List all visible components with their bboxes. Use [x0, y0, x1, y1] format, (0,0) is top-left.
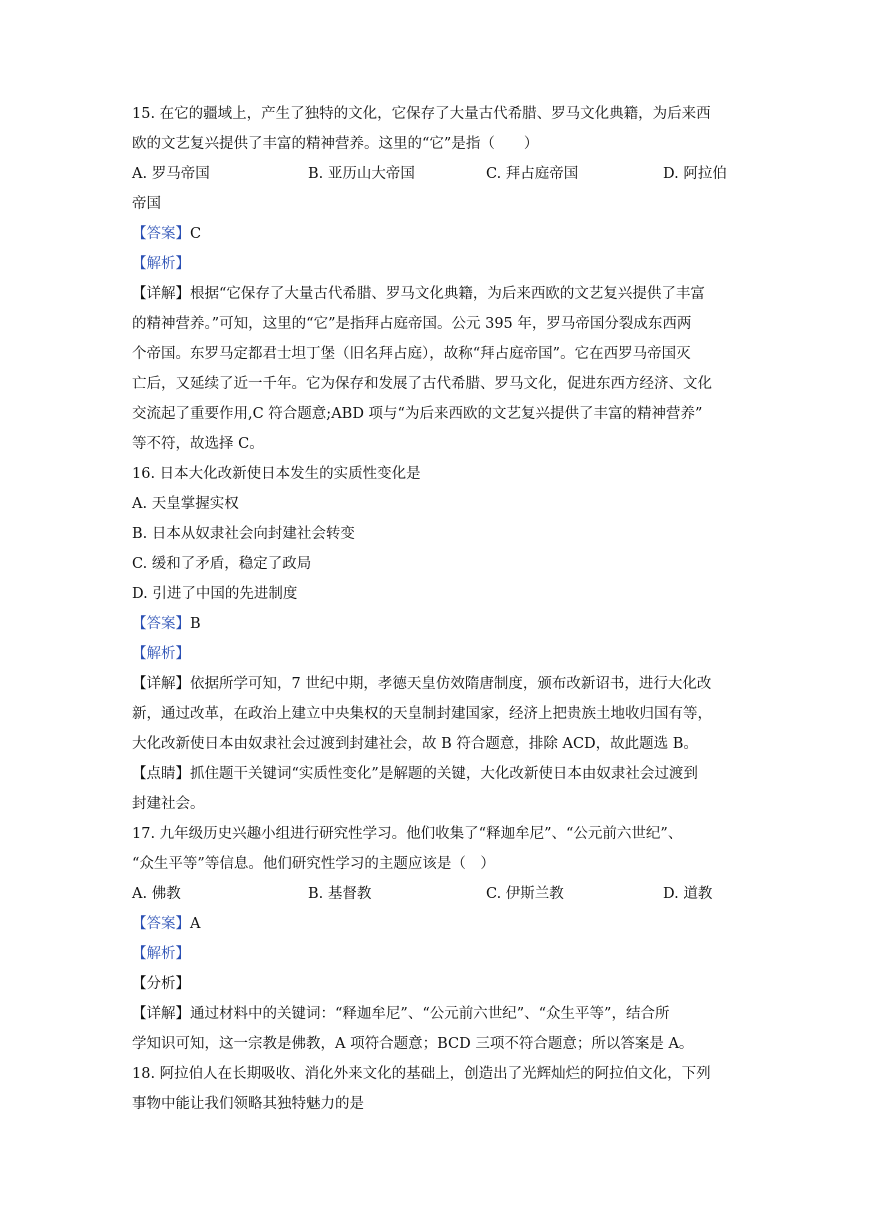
- q17-option-c: C. 伊斯兰教: [486, 886, 564, 902]
- q17-fenxi-tag: 【分析】: [132, 976, 190, 992]
- q15-analysis-tag: 【解析】: [132, 256, 190, 272]
- q16-point-line-1: [132, 764, 698, 784]
- detail-tag: 【详解】: [132, 1006, 190, 1022]
- answer-tag: 【答案】: [132, 616, 190, 632]
- q16-detail-line-2: 新，通过改革，在政治上建立中央集权的天皇制封建国家，经济上把贵族土地收归国有等，: [132, 706, 712, 722]
- q15-detail-line-3: 个帝国。东罗马定都君士坦丁堡（旧名拜占庭），故称“拜占庭帝国”。它在西罗马帝国灭: [132, 346, 691, 362]
- detail-text: 依据所学可知，7 世纪中期，孝德天皇仿效隋唐制度，颁布改新诏书，进行大化改: [190, 676, 712, 692]
- detail-text: 通过材料中的关键词：“释迦牟尼”、“公元前六世纪”、“众生平等”，结合所: [190, 1006, 670, 1022]
- q15-option-d-wrap: 帝国: [132, 196, 161, 212]
- q17-detail-line-1: [132, 1004, 669, 1024]
- q15-option-a: A. 罗马帝国: [132, 166, 210, 182]
- answer-value: C: [190, 226, 202, 242]
- q17-option-a: A. 佛教: [132, 886, 181, 902]
- q17-stem-line-1: 17. 九年级历史兴趣小组进行研究性学习。他们收集了“释迦牟尼”、“公元前六世纪”、: [132, 826, 683, 842]
- q16-option-c: C. 缓和了矛盾，稳定了政局: [132, 556, 312, 572]
- q18-stem-line-1: 18. 阿拉伯人在长期吸收、消化外来文化的基础上，创造出了光辉灿烂的阿拉伯文化，下列: [132, 1066, 711, 1082]
- q15-stem-line-2: 欧的文艺复兴提供了丰富的精神营养。这里的“它”是指（ ）: [132, 136, 539, 152]
- q16-option-d: D. 引进了中国的先进制度: [132, 586, 298, 602]
- q17-answer: [132, 914, 200, 934]
- q15-answer: [132, 224, 201, 244]
- detail-tag: 【详解】: [132, 286, 190, 302]
- answer-value: B: [190, 616, 201, 632]
- q17-detail-line-2: 学知识可知，这一宗教是佛教，A 项符合题意；BCD 三项不符合题意；所以答案是 A。: [132, 1036, 694, 1052]
- q15-detail-line-4: 亡后，又延续了近一千年。它为保存和发展了古代希腊、罗马文化，促进东西方经济、文化: [132, 376, 712, 392]
- q17-option-b: B. 基督教: [308, 886, 372, 902]
- q16-detail-line-1: [132, 674, 711, 694]
- q17-analysis-tag: 【解析】: [132, 946, 190, 962]
- q15-detail-line-5: 交流起了重要作用,C 符合题意;ABD 项与“为后来西欧的文艺复兴提供了丰富的精神营养”: [132, 406, 703, 422]
- q16-detail-line-3: 大化改新使日本由奴隶社会过渡到封建社会，故 B 符合题意，排除 ACD，故此题选 B。: [132, 736, 698, 752]
- q16-stem: 16. 日本大化改新使日本发生的实质性变化是: [132, 466, 421, 482]
- q15-detail-line-2: 的精神营养。”可知，这里的“它”是指拜占庭帝国。公元 395 年，罗马帝国分裂成东西两: [132, 316, 692, 332]
- q15-detail-line-1: [132, 284, 705, 304]
- q17-option-d: D. 道教: [663, 886, 713, 902]
- q15-stem-line-1: 15. 在它的疆域上，产生了独特的文化，它保存了大量古代希腊、罗马文化典籍，为后来西: [132, 106, 711, 122]
- q18-stem-line-2: 事物中能让我们领略其独特魅力的是: [132, 1096, 364, 1112]
- detail-text: 根据“它保存了大量古代希腊、罗马文化典籍，为后来西欧的文艺复兴提供了丰富: [190, 286, 705, 302]
- point-text: 抓住题干关键词“实质性变化”是解题的关键，大化改新使日本由奴隶社会过渡到: [190, 766, 698, 782]
- q16-option-a: A. 天皇掌握实权: [132, 496, 239, 512]
- q17-stem-line-2: “众生平等”等信息。他们研究性学习的主题应该是（ ）: [132, 856, 495, 872]
- answer-tag: 【答案】: [132, 226, 190, 242]
- q16-option-b: B. 日本从奴隶社会向封建社会转变: [132, 526, 355, 542]
- q16-point-line-2: 封建社会。: [132, 796, 205, 812]
- point-tag: 【点睛】: [132, 766, 190, 782]
- q15-option-b: B. 亚历山大帝国: [308, 166, 415, 182]
- q15-option-d: D. 阿拉伯: [663, 166, 727, 182]
- answer-tag: 【答案】: [132, 916, 190, 932]
- q16-analysis-tag: 【解析】: [132, 646, 190, 662]
- answer-value: A: [190, 916, 201, 932]
- detail-tag: 【详解】: [132, 676, 190, 692]
- q15-detail-line-6: 等不符，故选择 C。: [132, 436, 264, 452]
- q16-answer: [132, 614, 201, 634]
- q15-option-c: C. 拜占庭帝国: [486, 166, 579, 182]
